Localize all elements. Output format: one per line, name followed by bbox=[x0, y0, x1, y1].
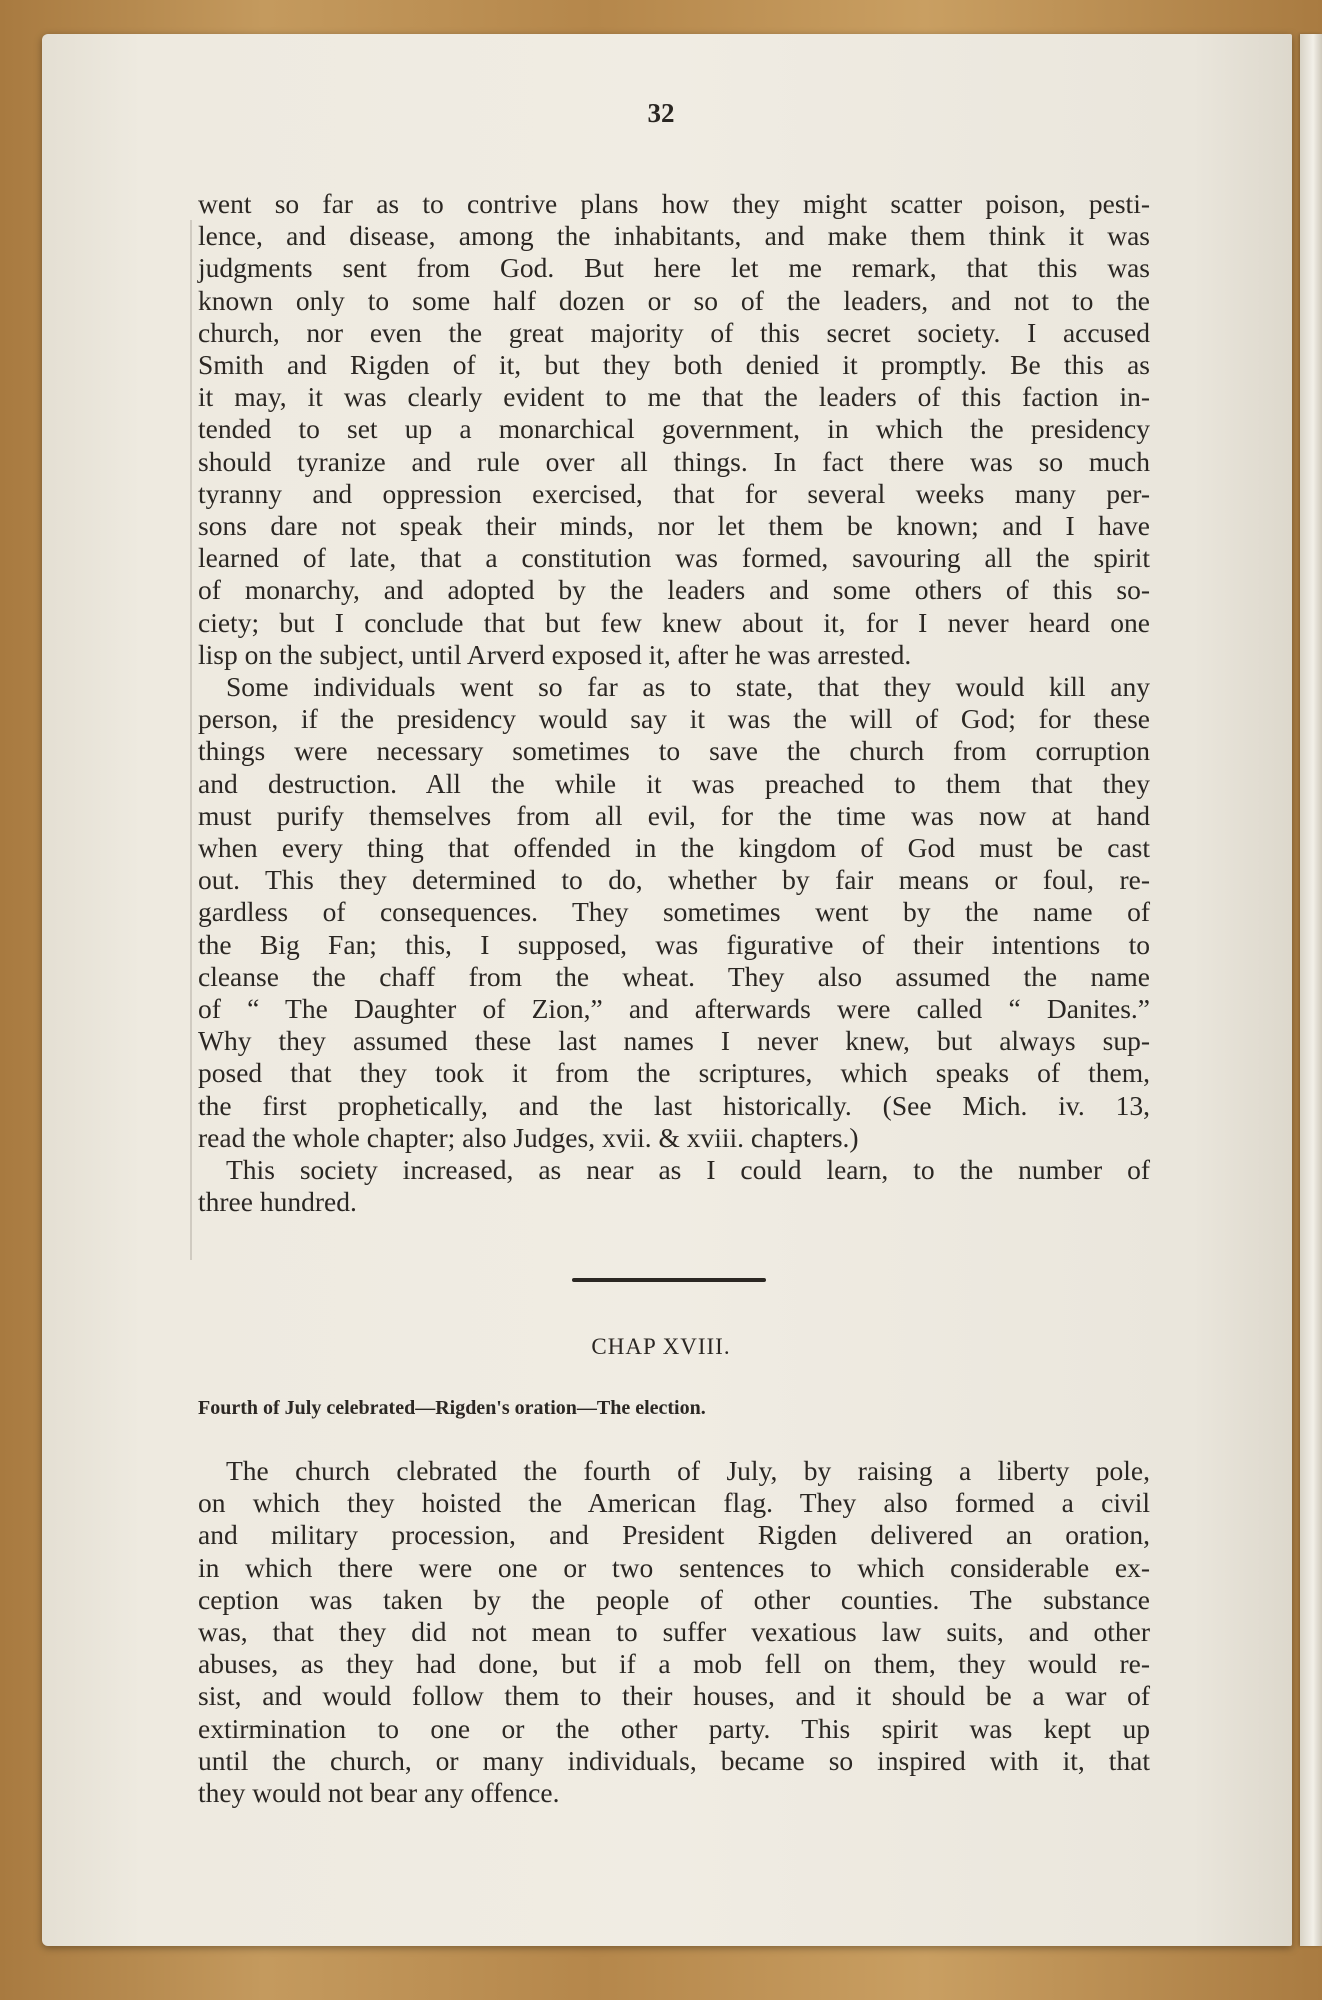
text-line: things were necessary sometimes to save the church from corruption bbox=[198, 735, 1150, 767]
chapter-synopsis: Fourth of July celebrated—Rigden's oration—The election. bbox=[198, 1397, 706, 1419]
text-line: abuses, as they had done, but if a mob fell on them, they would re- bbox=[198, 1648, 1150, 1680]
text-line: in which there were one or two sentences to which considerable ex- bbox=[198, 1551, 1150, 1583]
text-line: Why they assumed these last names I never knew, but always sup- bbox=[198, 1025, 1150, 1057]
text-line: judgments sent from God. But here let me remark, that this was bbox=[198, 252, 1150, 284]
text-line: This society increased, as near as I could learn, to the number of bbox=[226, 1154, 1150, 1186]
text-line: the first prophetically, and the last historically. (See Mich. iv. 13, bbox=[198, 1089, 1150, 1121]
text-line: they would not bear any offence. bbox=[198, 1777, 560, 1809]
text-line: it may, it was clearly evident to me that the leaders of this faction in- bbox=[198, 381, 1150, 413]
text-line: posed that they took it from the scriptures, which speaks of them, bbox=[198, 1057, 1150, 1089]
text-line: three hundred. bbox=[198, 1186, 357, 1218]
text-line: Some individuals went so far as to state, that they would kill any bbox=[226, 671, 1150, 703]
text-line: person, if the presidency would say it was the will of God; for these bbox=[198, 703, 1150, 735]
chapter-title: CHAP XVIII. bbox=[591, 1334, 731, 1359]
text-line: should tyranize and rule over all things. In fact there was so much bbox=[198, 445, 1150, 477]
text-line: and destruction. All the while it was preached to them that they bbox=[198, 767, 1150, 799]
text-line: was, that they did not mean to suffer vexatious law suits, and other bbox=[198, 1616, 1150, 1648]
text-line: extirmination to one or the other party. This spirit was kept up bbox=[198, 1712, 1150, 1744]
text-line: cleanse the chaff from the wheat. They also assumed the name bbox=[198, 960, 1150, 992]
text-line: of monarchy, and adopted by the leaders and some others of this so- bbox=[198, 574, 1150, 606]
text-line: sist, and would follow them to their houses, and it should be a war of bbox=[198, 1680, 1150, 1712]
text-line: when every thing that offended in the kingdom of God must be cast bbox=[198, 832, 1150, 864]
text-line: The church clebrated the fourth of July, by raising a liberty pole, bbox=[226, 1455, 1150, 1486]
text-line: tended to set up a monarchical government, in which the presidency bbox=[198, 413, 1150, 445]
text-line: church, nor even the great majority of this secret society. I accused bbox=[198, 316, 1150, 348]
text-line: out. This they determined to do, whether by fair means or foul, re- bbox=[198, 864, 1150, 896]
section-divider bbox=[572, 1278, 766, 1282]
text-line: lisp on the subject, until Arverd exposed it, after he was arrested. bbox=[198, 638, 912, 670]
body-text bbox=[198, 188, 1150, 1219]
text-line: ciety; but I conclude that but few knew about it, for I never heard one bbox=[198, 606, 1150, 638]
text-line: of “ The Daughter of Zion,” and afterwards were called “ Danites.” bbox=[198, 993, 1150, 1025]
paragraph bbox=[198, 1154, 1150, 1218]
text-line: tyranny and oppression exercised, that for several weeks many per- bbox=[198, 477, 1150, 509]
text-line: and military procession, and President Rigden delivered an oration, bbox=[198, 1519, 1150, 1551]
margin-pencil-line bbox=[190, 220, 192, 1260]
page-number: 32 bbox=[647, 98, 675, 128]
text-line: on which they hoisted the American flag. They also formed a civil bbox=[198, 1487, 1150, 1519]
text-line: gardless of consequences. They sometimes went by the name of bbox=[198, 896, 1150, 928]
text-line: Smith and Rigden of it, but they both denied it promptly. Be this as bbox=[198, 349, 1150, 381]
text-line: went so far as to contrive plans how they might scatter poison, pesti- bbox=[198, 188, 1150, 219]
text-line: read the whole chapter; also Judges, xvii. & xviii. chapters.) bbox=[198, 1121, 859, 1153]
page-edge bbox=[1300, 34, 1322, 1946]
text-line: ception was taken by the people of other counties. The substance bbox=[198, 1583, 1150, 1615]
text-line: until the church, or many individuals, became so inspired with it, that bbox=[198, 1744, 1150, 1776]
text-line: must purify themselves from all evil, for the time was now at hand bbox=[198, 799, 1150, 831]
text-line: the Big Fan; this, I supposed, was figurative of their intentions to bbox=[198, 928, 1150, 960]
paragraph bbox=[198, 188, 1150, 671]
text-line: sons dare not speak their minds, nor let them be known; and I have bbox=[198, 510, 1150, 542]
paragraph bbox=[198, 671, 1150, 1154]
paragraph bbox=[198, 1455, 1150, 1809]
text-line: learned of late, that a constitution was formed, savouring all the spirit bbox=[198, 542, 1150, 574]
text-line: known only to some half dozen or so of the leaders, and not to the bbox=[198, 284, 1150, 316]
chapter-body-text bbox=[198, 1455, 1150, 1809]
text-line: lence, and disease, among the inhabitants, and make them think it was bbox=[198, 220, 1150, 252]
